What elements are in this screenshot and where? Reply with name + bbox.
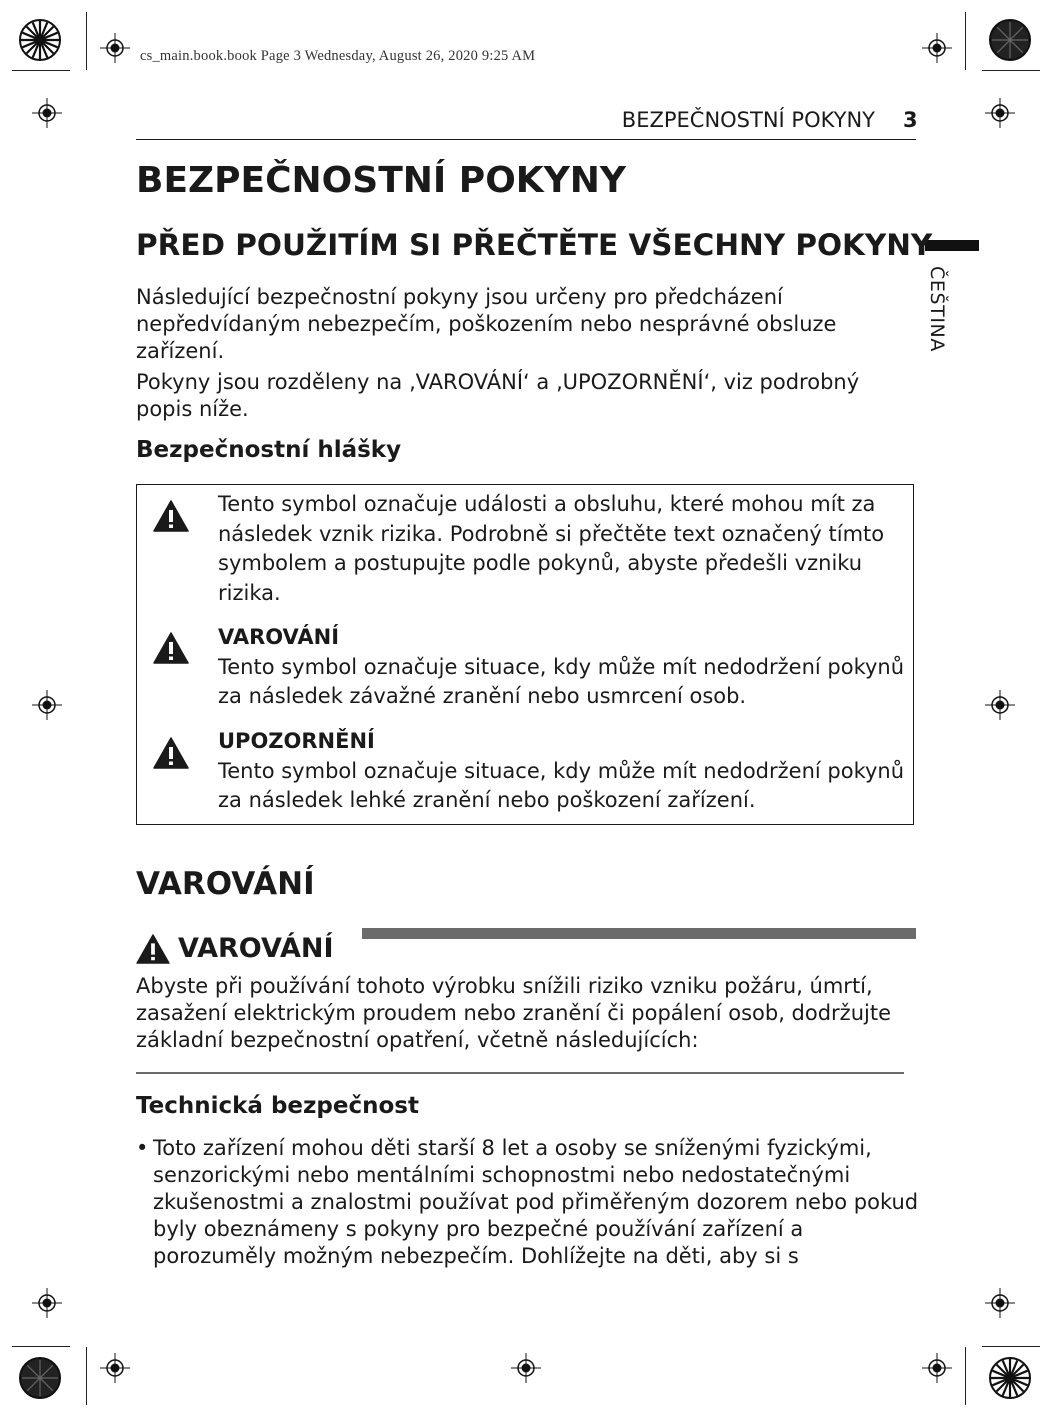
safety-bullet-list bbox=[136, 1135, 926, 1270]
safety-messages-box bbox=[136, 484, 914, 825]
warning-triangle-icon bbox=[153, 632, 189, 664]
safety-message bbox=[218, 727, 906, 816]
intro-paragraph: Pokyny jsou rozděleny na ‚VAROVÁNÍ‘ a ‚UPOZORNĚNÍ‘, viz podrobný popis níže. bbox=[136, 370, 860, 421]
crosshair-registration-mark bbox=[32, 98, 62, 128]
messages-heading: Bezpečnostní hlášky bbox=[136, 437, 402, 463]
warning-bottom-rule bbox=[136, 1072, 904, 1074]
crop-mark bbox=[965, 1347, 966, 1405]
language-tab-label: ČEŠTINA bbox=[926, 266, 948, 352]
warning-text: Abyste při používání tohoto výrobku snížili riziko vzniku požáru, úmrtí, zasažení elektrickým proudem nebo zranění či popálení osob, dodržujte základní bezpečnostní opatření, včetně následujících: bbox=[136, 974, 892, 1052]
intro-text bbox=[136, 284, 916, 427]
crosshair-registration-mark bbox=[100, 33, 130, 63]
running-head-title: BEZPEČNOSTNÍ POKYNY bbox=[621, 108, 875, 132]
crosshair-registration-mark bbox=[985, 98, 1015, 128]
page-number: 3 bbox=[903, 108, 918, 132]
technical-safety-heading: Technická bezpečnost bbox=[136, 1093, 419, 1119]
crop-mark bbox=[982, 70, 1040, 71]
warning-triangle-icon bbox=[153, 737, 189, 769]
crosshair-registration-mark bbox=[985, 1288, 1015, 1318]
print-slug-header: cs_main.book.book Page 3 Wednesday, August 26, 2020 9:25 AM bbox=[140, 48, 536, 64]
safety-message bbox=[218, 490, 906, 608]
safety-message-text: Tento symbol označuje události a obsluhu, které mohou mít za následek vznik rizika. Podrobně si přečtěte text označený tímto symbolem a postupujte podle pokynů, abyste předešli vzniku rizika. bbox=[218, 492, 885, 605]
page-title: BEZPEČNOSTNÍ POKYNY bbox=[136, 160, 626, 201]
starburst-registration-mark bbox=[988, 1356, 1032, 1400]
warning-triangle-icon bbox=[153, 500, 189, 532]
safety-message-text: Tento symbol označuje situace, kdy může mít nedodržení pokynů za následek závažné zranění nebo usmrcení osob. bbox=[218, 654, 905, 708]
language-tab-bar bbox=[925, 240, 979, 251]
crop-mark bbox=[965, 12, 966, 70]
crosshair-registration-mark bbox=[100, 1353, 130, 1383]
crop-mark bbox=[86, 1347, 87, 1405]
crosshair-registration-mark bbox=[511, 1353, 541, 1383]
crop-mark bbox=[12, 70, 70, 71]
warning-label-text: VAROVÁNÍ bbox=[178, 933, 334, 964]
intro-paragraph: Následující bezpečnostní pokyny jsou určeny pro předcházení nepředvídaným nebezpečím, poškozením nebo nesprávné obsluze zařízení. bbox=[136, 285, 837, 363]
safety-message-title: VAROVÁNÍ bbox=[218, 625, 340, 649]
list-item: • Toto zařízení mohou děti starší 8 let a osoby se sníženými fyzickými, senzorickými nebo mentálními schopnostmi nebo nedostatečnými zkušenostmi a znalostmi používat pod přiměřeným dozorem nebo pokud byly obeznámeny s pokyny pro bezpečné používání zařízení a porozuměly možným nebezpečím. Dohlížejte na děti, aby si s bbox=[136, 1135, 926, 1270]
safety-message bbox=[218, 623, 906, 712]
crop-mark bbox=[12, 1346, 70, 1347]
warning-header-bar bbox=[362, 928, 916, 939]
dark-registration-mark bbox=[18, 1356, 62, 1400]
crosshair-registration-mark bbox=[32, 1288, 62, 1318]
warning-triangle-icon bbox=[136, 934, 170, 964]
page-subtitle: PŘED POUŽITÍM SI PŘEČTĚTE VŠECHNY POKYNY bbox=[136, 228, 933, 262]
crop-mark bbox=[86, 12, 87, 70]
safety-message-title: UPOZORNĚNÍ bbox=[218, 729, 375, 753]
header-rule bbox=[136, 139, 916, 140]
crosshair-registration-mark bbox=[32, 690, 62, 720]
warning-label bbox=[136, 933, 334, 964]
crosshair-registration-mark bbox=[922, 33, 952, 63]
safety-message-text: Tento symbol označuje situace, kdy může mít nedodržení pokynů za následek lehké zranění nebo poškození zařízení. bbox=[218, 758, 905, 812]
section-heading: VAROVÁNÍ bbox=[136, 866, 315, 902]
crop-mark bbox=[982, 1346, 1040, 1347]
dark-registration-mark bbox=[988, 18, 1032, 62]
crosshair-registration-mark bbox=[985, 690, 1015, 720]
crosshair-registration-mark bbox=[922, 1353, 952, 1383]
starburst-registration-mark bbox=[18, 18, 62, 62]
